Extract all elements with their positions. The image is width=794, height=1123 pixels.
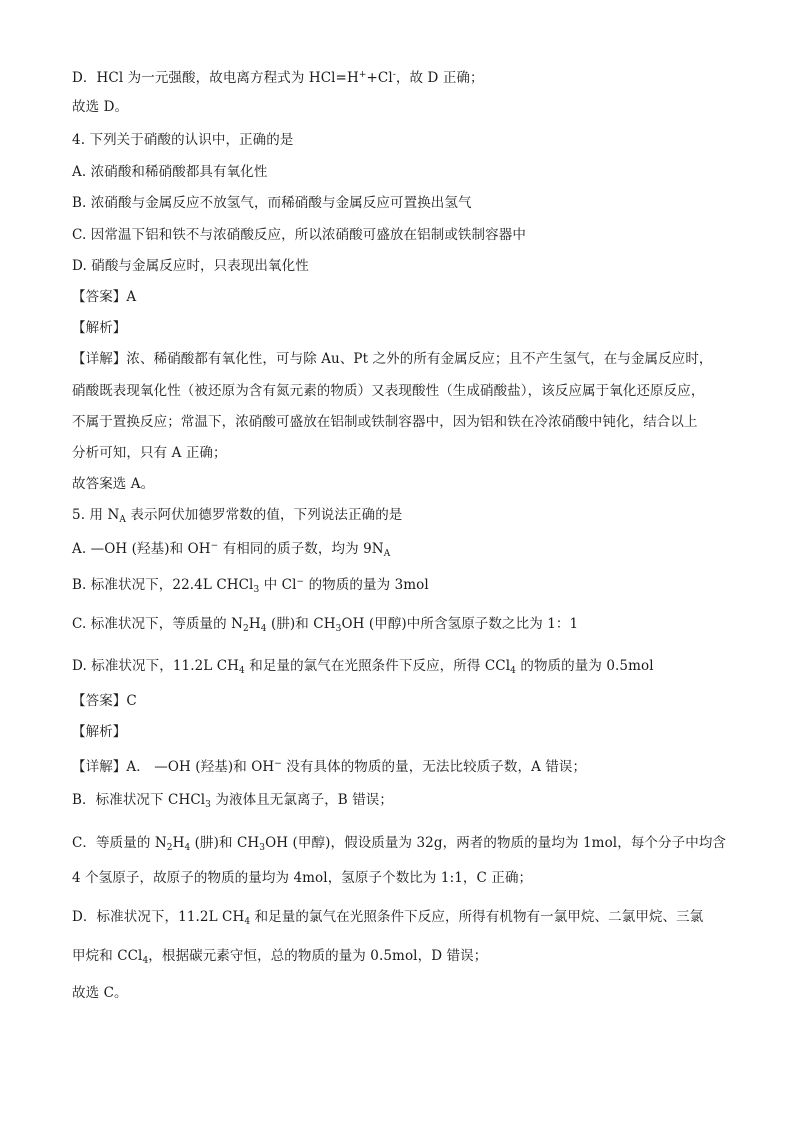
conclusion-line [72,984,128,1002]
text-run: 【答案】A [72,289,137,305]
explanation-line [72,947,487,970]
explanation-line [72,834,726,857]
question-4-stem [72,131,293,149]
option-c [72,226,526,244]
text-run: 和足量的氯气在光照条件下反应，所得 CCl [244,658,511,674]
subscript: 4 [244,917,251,927]
text-run: 硝酸既表现氧化性（被还原为含有氮元素的物质）又表现酸性（生成硝酸盐），该反应属于氧化还原反应， [72,383,705,399]
subscript: 4 [142,956,149,966]
text-run: 不属于置换反应；常温下，浓硝酸可盛放在铝制或铁制容器中，因为铝和铁在冷浓硝酸中钝化，结合以上 [72,414,698,430]
option-d [72,257,309,275]
text-run: 和足量的氯气在光照条件下反应，所得有机物有一氯甲烷、二氯甲烷、三氯 [250,909,704,925]
subscript: 4 [239,666,245,676]
text-run: 【详解】浓、稀硝酸都有氧化性，可与除 Au、Pt 之外的所有金属反应；且不产生氢气，在与金属反应时， [72,351,713,367]
superscript: − [210,541,219,551]
explanation-line [72,350,713,368]
text-run: B. 标准状况下，22.4L CHCl [72,577,254,593]
text-run: 中 Cl [259,577,297,593]
text-run: +Cl [366,70,393,86]
subscript: 3 [205,800,211,810]
text-run: 【详解】A． —OH (羟基)和 OH [72,759,275,775]
answer-label [72,692,137,710]
text-run: 有相同的质子数，均为 9N [218,541,384,557]
text-run: A. 浓硝酸和稀硝酸都具有氧化性 [72,164,268,180]
text-run: 的物质的量为 3mol [304,577,429,593]
text-line [72,66,484,87]
text-run: 故选 C。 [72,985,128,1001]
subscript: 4 [260,624,267,634]
subscript: 3 [335,624,342,634]
text-run: OH (甲醇)，假设质量为 32g，两者的物质的量均为 1mol，每个分子中均含 [265,835,727,851]
text-run: ，故 D 正确； [395,70,484,86]
text-run: 分析可知，只有 A 正确； [72,445,227,461]
text-run: D. 硝酸与金属反应时，只表现出氧化性 [72,258,309,274]
analysis-label [72,319,126,337]
text-run: 【答案】C [72,693,137,709]
text-run: C. 标准状况下，等质量的 N [72,616,244,632]
subscript: 4 [510,666,516,676]
text-run: 甲烷和 CCl [72,948,143,964]
text-run: B．标准状况下 CHCl [72,792,206,808]
analysis-label [72,723,126,741]
subscript: 2 [243,624,249,634]
option-b [72,194,472,212]
explanation-line [72,869,532,887]
text-run: 故选 D。 [72,99,129,115]
text-run: 没有具体的物质的量，无法比较质子数，A 错误； [281,759,587,775]
text-run: B. 浓硝酸与金属反应不放氢气，而稀硝酸与金属反应可置换出氢气 [72,195,472,211]
text-run: (肼)和 CH [190,835,260,851]
text-run: H [248,616,261,632]
text-run: A. —OH (羟基)和 OH [72,541,211,557]
option-b [72,573,429,599]
text-run: 【解析】 [72,320,127,336]
text-run: C．等质量的 N [72,835,167,851]
text-run: 【解析】 [72,724,127,740]
subscript: 4 [184,843,191,853]
text-run: 5. 用 N [72,507,120,523]
subscript: A [383,549,391,559]
text-run: D．标准状况下，11.2L CH [72,909,245,925]
text-run: 的物质的量为 0.5mol [515,658,654,674]
subscript: A [119,515,126,525]
text-run: D．HCl 为一元强酸，故电离方程式为 HCl=H [72,70,359,86]
subscript: 3 [253,585,260,595]
text-run: OH (甲醇)中所含氢原子数之比为 1：1 [341,616,579,632]
text-run: D. 标准状况下，11.2L CH [72,658,240,674]
explanation-line [72,755,586,776]
text-run: H [172,835,185,851]
conclusion-line [72,475,154,493]
text-run: 为液体且无氯离子，B 错误； [211,792,394,808]
question-5-stem [72,506,402,529]
text-run: C. 因常温下铝和铁不与浓硝酸反应，所以浓硝酸可盛放在铝制或铁制容器中 [72,227,526,243]
superscript: - [392,70,396,80]
option-a [72,163,267,181]
subscript: 3 [259,843,266,853]
text-run: ，根据碳元素守恒，总的物质的量为 0.5mol，D 错误； [148,948,488,964]
option-c [72,615,578,638]
superscript: + [358,70,367,80]
option-a [72,537,390,563]
explanation-line [72,444,227,462]
explanation-line [72,791,393,814]
explanation-line [72,382,704,400]
text-run: 4. 下列关于硝酸的认识中，正确的是 [72,132,294,148]
text-run: 故答案选 A。 [72,476,155,492]
text-run: (肼)和 CH [266,616,336,632]
text-run: 4 个氢原子，故原子的物质的量均为 4mol，氢原子个数比为 1:1，C 正确； [72,870,533,886]
text-run: 表示阿伏加德罗常数的值，下列说法正确的是 [126,507,403,523]
subscript: 2 [166,843,173,853]
answer-label [72,288,136,306]
text-line [72,98,128,116]
superscript: − [274,759,282,769]
explanation-line [72,413,698,431]
option-d [72,657,654,680]
superscript: − [296,577,305,587]
explanation-line [72,908,703,931]
